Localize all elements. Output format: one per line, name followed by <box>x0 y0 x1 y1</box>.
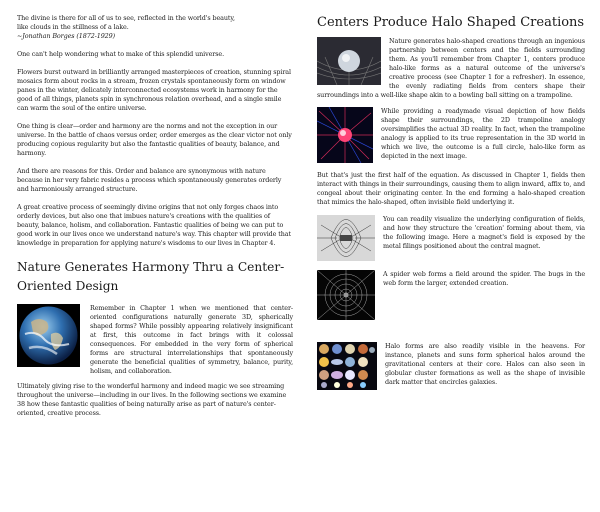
paragraph: Nature generates halo-shaped creations through an ingenious partnership between centers and the fields surrounding them. As you'll remember from Chapter 1, centers produce halo-like forms as a natural outcome of the universe's creative process (see Chapter 1 for a refresher). In essence, the evenly radiating fields from centers shape their surroundings into a well-like shape akin to a bowling ball sitting on a trampoline. <box>317 37 585 99</box>
paragraph: One can't help wondering what to make of this splendid universe. <box>17 50 225 58</box>
heavens-section <box>317 342 585 392</box>
spider-web-section <box>317 270 585 322</box>
left-column <box>17 0 293 418</box>
paragraph: But that's just the first half of the equation. As discussed in Chapter 1, fields then interact with things in their surroundings, causing them to align inward, affix to, and congeal about their originating center. In the end forming a halo-shaped creation that mimics the halo-shaped, often invisible field underlying it. <box>317 171 585 206</box>
bowling-ball-trampoline-image <box>317 37 381 85</box>
paragraph: You can readily visualize the underlying configuration of fields, and how they structure the 'creation' forming about them, via the following image. Here a magnet's field is exposed by the metal filings positioned about the central magnet. <box>383 215 585 250</box>
spider-web-image <box>317 270 375 320</box>
paragraph: Ultimately giving rise to the wonderful harmony and indeed magic we see streaming throughout the universe—including in our lives. In the following sections we examine 38 how these fantastic qualities of being naturally arise as part of nature's center-oriented, creative process. <box>17 382 287 417</box>
right-column <box>317 0 585 392</box>
section-heading: Nature Generates Harmony Thru a Center-Oriented Design <box>17 260 285 293</box>
paragraph: A spider web forms a field around the spider. The bugs in the web form the larger, extended creation. <box>383 270 585 287</box>
magnet-section <box>317 215 585 263</box>
paragraph: Halo forms are also readily visible in the heavens. For instance, planets and suns form spherical halos around the gravitational centers at their core. Halos can also seen in globular cluster formations as well as the shape of invisible dark matter that encircles galaxies. <box>385 342 585 386</box>
paragraph: Remember in Chapter 1 when we mentioned that center-oriented configurations naturally generate 3D, spherically shaped forms? While possibly appearing relatively insignificant at first, this outcome in fact brings with it colossal consequences. For embedded in the very form of spherical forms are structural interrelationships that spontaneously generate the beneficial qualities of symmetry, balance, purity, holism, and collaboration. <box>90 304 293 375</box>
planets-galaxies-grid-image <box>317 342 377 390</box>
earth-section <box>17 304 293 376</box>
earth-globe-image <box>17 304 80 367</box>
paragraph: One thing is clear—order and harmony are the norms and not the exception in our universe. In the battle of chaos versus order, order emerges as the clear victor not only producing copious regularity but also the fantastic qualities of beauty, balance, and harmony. <box>17 122 292 157</box>
epigraph-attribution: ~Jonathan Borges (1872-1929) <box>17 32 115 40</box>
paragraph: Flowers burst outward in brilliantly arranged masterpieces of creation, stunning spiral mosaics form about rocks in a stream, frozen crystals spontaneously form on window panes in the winter, delicately interconnected ecosystems work in harmony for the good of all things, planets spin in synchronous relation overhead, and a single smile can warm the soul of the entire universe. <box>17 68 291 112</box>
magnet-filings-image <box>317 215 375 261</box>
paragraph: While providing a readymade visual depiction of how fields shape their surroundings, the 2D trampoline analogy oversimplifies the actual 3D reality. In fact, when the trampoline analogy is applied to its true representation in the 3D world in which we live, the outcome is a full circle, halo-like form as depicted in the next image. <box>381 107 585 160</box>
paragraph: And there are reasons for this. Order and balance are synonymous with nature because in her very fabric resides a process which spontaneously generates orderly and harmoniously arranged structure. <box>17 167 282 193</box>
epigraph-line-1: The divine is there for all of us to see, reflected in the world's beauty, <box>17 14 235 22</box>
epigraph <box>17 14 293 41</box>
paragraph: A great creative process of seemingly divine origins that not only forges chaos into orderly devices, but also one that imbues nature's creations with the qualities of beauty, balance, holism, and collaboration. Fantastic qualities of being we can put to good work in our lives once we understand nature's way. This chapter will provide that knowledge in preparation for applying nature's wisdoms to our lives in Chapter 4. <box>17 203 291 247</box>
radiating-field-sphere-image <box>317 107 373 163</box>
radiating-field-section <box>317 107 585 165</box>
bowling-ball-section <box>317 37 585 100</box>
section-heading: Centers Produce Halo Shaped Creations <box>317 15 585 30</box>
epigraph-line-2: like clouds in the stillness of a lake. <box>17 23 129 31</box>
